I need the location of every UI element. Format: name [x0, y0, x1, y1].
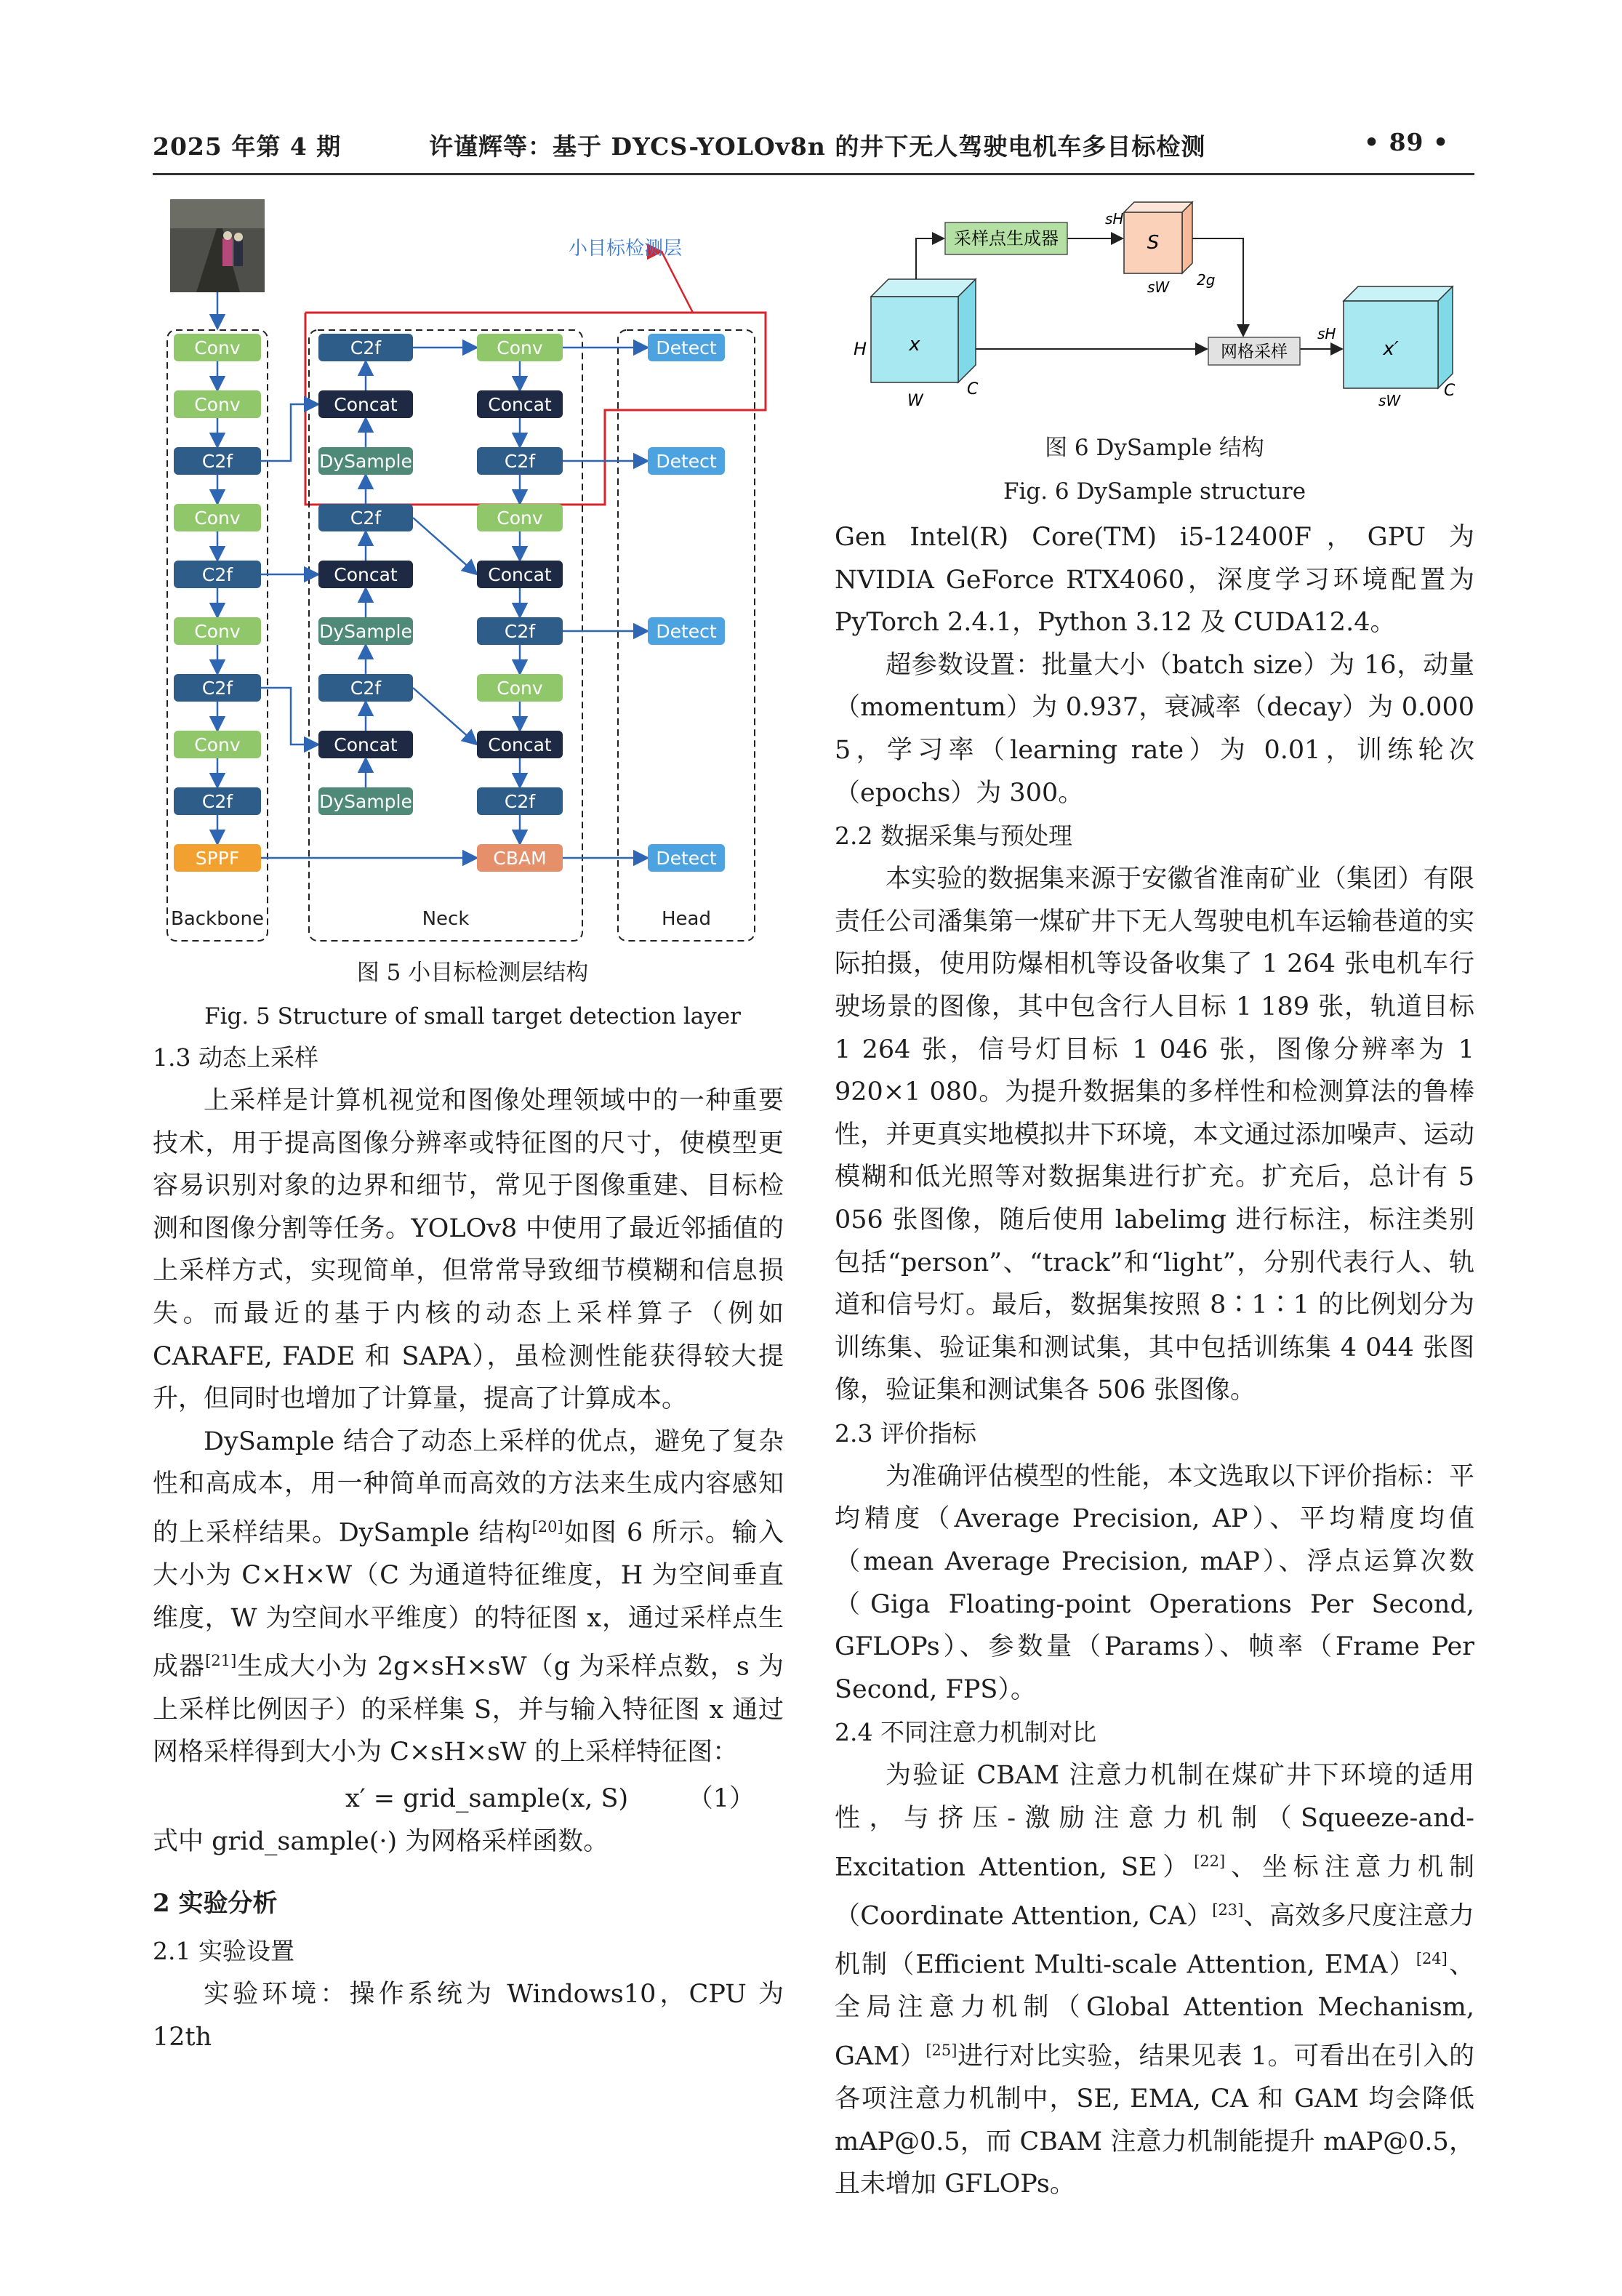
input-feature-cube — [871, 279, 976, 382]
svg-text:Conv: Conv — [497, 507, 543, 529]
svg-text:SPPF: SPPF — [195, 848, 240, 869]
neck-left-blocks-3 — [318, 504, 413, 531]
x-channel-label: C — [967, 380, 979, 398]
paragraph-environment-cont: Gen Intel(R) Core(TM) i5-12400F，GPU 为 NVIDIA GeForce RTX4060，深度学习环境配置为 PyTorch 2.4.1，Python 3.12 及 CUDA12.4。 — [835, 523, 1474, 638]
svg-text:Concat: Concat — [488, 564, 552, 585]
svg-text:Conv: Conv — [497, 678, 543, 699]
svg-text:Concat: Concat — [488, 734, 552, 755]
out-label: x′ — [1383, 338, 1399, 360]
fig5-caption-en: Fig. 5 Structure of small target detection layer — [204, 1003, 741, 1029]
fig6-caption-en: Fig. 6 DySample structure — [1003, 478, 1306, 505]
label-neck: Neck — [422, 908, 470, 930]
s-height-label: sH — [1105, 210, 1124, 228]
neck-right-blocks-9 — [477, 844, 563, 872]
paragraph-environment: 实验环境：操作系统为 Windows10，CPU 为 12th — [153, 1980, 784, 2052]
svg-text:Detect: Detect — [656, 451, 717, 472]
paragraph-metrics: 为准确评估模型的性能，本文选取以下评价指标：平均精度（Average Precision, AP）、平均精度均值（mean Average Precision, mAP）、浮点运算次数（Giga Floating-point Operations Per Second, GFLOPs）、参数量（Params）、帧率（Frame Per Second, FPS）。 — [835, 1461, 1474, 1704]
neck-left-blocks-7 — [318, 731, 413, 758]
head-detect-1 — [648, 447, 725, 475]
section-2: 2 实验分析 — [153, 1889, 278, 1919]
s-width-label: sW — [1147, 278, 1170, 296]
running-title: 许谨辉等：基于 DYCS-YOLOv8n 的井下无人驾驶电机车多目标检测 — [429, 132, 1206, 161]
equation-1: x′ = grid_sample(x, S) （1） — [345, 1783, 755, 1813]
backbone-blocks-7 — [174, 731, 261, 758]
svg-text:Detect: Detect — [656, 848, 717, 869]
svg-text:CBAM: CBAM — [493, 848, 547, 869]
neck-left-blocks-8 — [318, 787, 413, 815]
paragraph-hyperparams: 超参数设置：批量大小（batch size）为 16，动量（momentum）为 0.937，衰减率（decay）为 0.000 5，学习率（learning rate）为 0.01，训练轮次（epochs）为 300。 — [835, 650, 1474, 808]
neck-left-blocks-2 — [318, 447, 413, 475]
neck-right-blocks-5 — [477, 617, 563, 645]
svg-text:Detect: Detect — [656, 621, 717, 642]
header-rule — [153, 173, 1474, 175]
fig6-caption-cn: 图 6 DySample 结构 — [1045, 435, 1264, 461]
svg-text:C2f: C2f — [201, 791, 233, 812]
svg-text:Conv: Conv — [194, 337, 241, 358]
backbone-blocks-2 — [174, 447, 261, 475]
svg-text:Conv: Conv — [497, 337, 543, 358]
neck-right-blocks-4 — [477, 561, 563, 588]
section-2-3: 2.3 评价指标 — [835, 1418, 976, 1448]
backbone-blocks-5 — [174, 617, 261, 645]
backbone-blocks-4 — [174, 561, 261, 588]
backbone-blocks-3 — [174, 504, 261, 531]
x-label: x — [909, 334, 920, 356]
page-number: • 89 • — [1364, 128, 1450, 156]
neck-left-blocks-4 — [318, 561, 413, 588]
neck-right-blocks-1 — [477, 390, 563, 418]
svg-text:Concat: Concat — [488, 394, 552, 415]
s-depth-label: 2g — [1197, 271, 1216, 289]
label-head: Head — [662, 908, 711, 930]
svg-text:C2f: C2f — [201, 564, 233, 585]
svg-text:C2f: C2f — [350, 337, 382, 358]
figure-5 — [153, 195, 792, 958]
svg-text:DySample: DySample — [319, 791, 412, 812]
neck-right-blocks-6 — [477, 674, 563, 702]
input-image — [170, 199, 265, 292]
s-label: S — [1147, 232, 1160, 254]
figure-6 — [835, 195, 1474, 428]
paragraph-attention: 为验证 CBAM 注意力机制在煤矿井下环境的适用性，与挤压-激励注意力机制（Squeeze-and-Excitation Attention, SE）[22]、坐标注意力机制（Coordinate Attention, CA）[23]、高效多尺度注意力机制（Efficient Multi-scale Attention, EMA）[24]、全局注意力机制（Global Attention Mechanism, GAM）[25]进行对比实验，结果见表 1。可看出在引入的各项注意力机制中，SE, EMA, CA 和 GAM 均会降低 mAP@0.5，而 CBAM 注意力机制能提升 mAP@0.5，且未增加 GFLOPs。 — [835, 1761, 1474, 2199]
svg-text:C2f: C2f — [350, 507, 382, 529]
citation: [21] — [205, 1652, 237, 1670]
svg-text:C2f: C2f — [350, 678, 382, 699]
grid-sample-label: 网格采样 — [1221, 342, 1288, 361]
svg-text:Conv: Conv — [194, 394, 241, 415]
head-detect-3 — [648, 844, 725, 872]
x-height-label: H — [854, 339, 867, 359]
paragraph-dysample: DySample 结合了动态上采样的优点，避免了复杂性和高成本，用一种简单而高效的方法来生成内容感知的上采样结果。DySample 结构[20]如图 6 所示。输入大小为 C×H×W（C 为通道特征维度，H 为空间垂直维度，W 为空间水平维度）的特征图 x，通过采样点生成器[21]生成大小为 2g×sH×sW（g 为采样点数，s 为上采样比例因子）的采样集 S，并与输入特征图 x 通过网格采样得到大小为 C×sH×sW 的上采样特征图： — [153, 1426, 784, 1767]
backbone-blocks-6 — [174, 674, 261, 702]
svg-text:Detect: Detect — [656, 337, 717, 358]
citation: [20] — [531, 1517, 563, 1536]
neck-left-blocks-1 — [318, 390, 413, 418]
backbone-blocks-9 — [174, 844, 261, 872]
head-detect-0 — [648, 334, 725, 361]
svg-text:DySample: DySample — [319, 451, 412, 472]
out-channel-label: C — [1444, 382, 1456, 400]
section-2-4: 2.4 不同注意力机制对比 — [835, 1718, 1096, 1747]
svg-text:Concat: Concat — [334, 394, 398, 415]
issue-number: 2025 年第 4 期 — [153, 132, 342, 161]
neck-right-blocks-2 — [477, 447, 563, 475]
generator-label: 采样点生成器 — [954, 228, 1059, 249]
section-2-1: 2.1 实验设置 — [153, 1937, 294, 1966]
section-1-3: 1.3 动态上采样 — [153, 1043, 318, 1072]
svg-text:Conv: Conv — [194, 621, 241, 642]
svg-text:Concat: Concat — [334, 734, 398, 755]
svg-text:C2f: C2f — [201, 678, 233, 699]
out-height-label: sH — [1317, 325, 1336, 342]
x-width-label: W — [907, 392, 923, 410]
equation-note: 式中 grid_sample(·) 为网格采样函数。 — [153, 1826, 609, 1856]
small-target-annotation: 小目标检测层 — [568, 238, 683, 260]
section-2-2: 2.2 数据采集与预处理 — [835, 822, 1072, 851]
fig5-caption-cn: 图 5 小目标检测层结构 — [356, 960, 589, 986]
paragraph-upsampling: 上采样是计算机视觉和图像处理领域中的一种重要技术，用于提高图像分辨率或特征图的尺寸，使模型更容易识别对象的边界和细节，常见于图像重建、目标检测和图像分割等任务。YOLOv8 中使用了最近邻插值的上采样方式，实现简单，但常常导致细节模糊和信息损失。而最近的基于内核的动态上采样算子（例如 CARAFE, FADE 和 SAPA），虽检测性能获得较大提升，但同时也增加了计算量，提高了计算成本。 — [153, 1086, 784, 1414]
neck-left-blocks-6 — [318, 674, 413, 702]
head-detect-2 — [648, 617, 725, 645]
svg-text:C2f: C2f — [504, 791, 536, 812]
svg-text:Conv: Conv — [194, 734, 241, 755]
svg-text:C2f: C2f — [201, 451, 233, 472]
neck-right-blocks-7 — [477, 731, 563, 758]
svg-text:C2f: C2f — [504, 451, 536, 472]
svg-text:DySample: DySample — [319, 621, 412, 642]
paragraph-dataset: 本实验的数据集来源于安徽省淮南矿业（集团）有限责任公司潘集第一煤矿井下无人驾驶电机车运输巷道的实际拍摄，使用防爆相机等设备收集了 1 264 张电机车行驶场景的图像，其中包含行人目标 1 189 张，轨道目标 1 264 张，信号灯目标 1 046 张，图像分辨率为 1 920×1 080。为提升数据集的多样性和检测算法的鲁棒性，并更真实地模拟井下环境，本文通过添加噪声、运动模糊和低光照等对数据集进行扩充。扩充后，总计有 5 056 张图像，随后使用 labelimg 进行标注，标注类别包括“person”、“track”和“light”，分别代表行人、轨道和信号灯。最后，数据集按照 8∶1∶1 的比例划分为训练集、验证集和测试集，其中包括训练集 4 044 张图像，验证集和测试集各 506 张图像。 — [835, 864, 1474, 1405]
neck-right-blocks-8 — [477, 787, 563, 815]
neck-left-blocks-5 — [318, 617, 413, 645]
neck-right-blocks-0 — [477, 334, 563, 361]
backbone-blocks-1 — [174, 390, 261, 418]
backbone-blocks-8 — [174, 787, 261, 815]
backbone-blocks-0 — [174, 334, 261, 361]
svg-text:Concat: Concat — [334, 564, 398, 585]
label-backbone: Backbone — [170, 908, 265, 930]
out-width-label: sW — [1378, 392, 1401, 409]
output-feature-cube — [1344, 286, 1453, 388]
neck-left-blocks-0 — [318, 334, 413, 361]
svg-text:C2f: C2f — [504, 621, 536, 642]
neck-right-blocks-3 — [477, 504, 563, 531]
svg-text:Conv: Conv — [194, 507, 241, 529]
